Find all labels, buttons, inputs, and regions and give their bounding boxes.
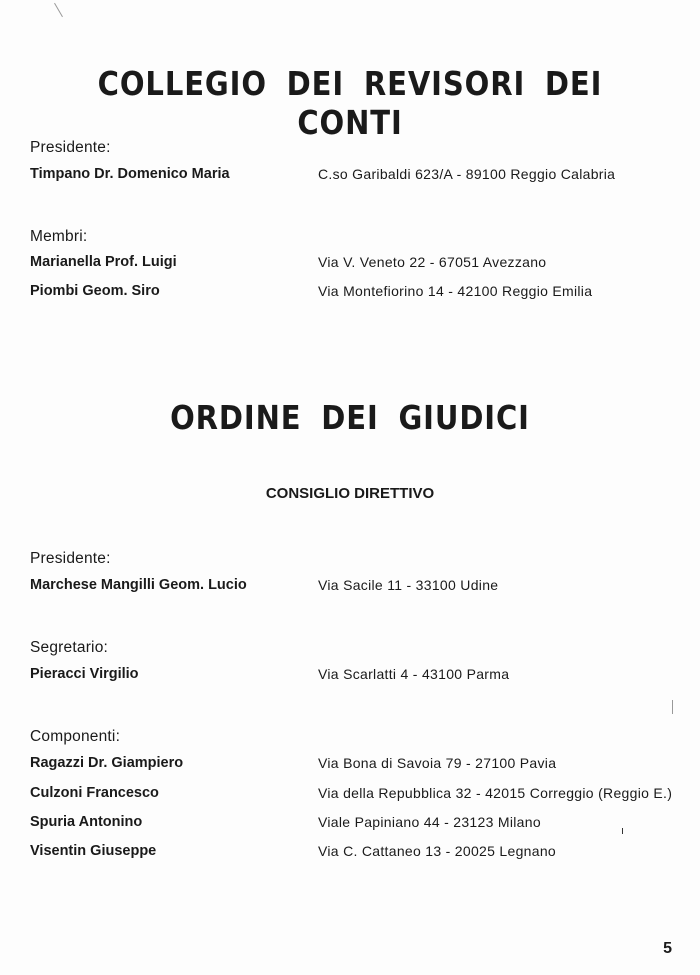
person-name: Visentin Giuseppe [30,843,157,859]
scan-mark [54,3,63,17]
person-name: Culzoni Francesco [30,785,159,801]
membri-label: Membri: [30,228,88,245]
segretario-label: Segretario: [30,639,109,656]
presidente-label: Presidente: [30,139,111,156]
page-number: 5 [663,940,672,957]
person-address: Via Montefiorino 14 - 42100 Reggio Emilia [318,283,593,299]
person-address: Via C. Cattaneo 13 - 20025 Legnano [318,843,557,859]
person-name: Ragazzi Dr. Giampiero [30,755,184,771]
scan-mark [672,700,673,714]
scan-mark [622,828,623,834]
person-address: Via V. Veneto 22 - 67051 Avezzano [318,254,547,270]
person-address: Viale Papiniano 44 - 23123 Milano [318,814,541,830]
presidente-label: Presidente: [30,550,111,567]
section-title-ordine: ORDINE DEI GIUDICI [170,398,530,437]
person-name: Timpano Dr. Domenico Maria [30,166,230,182]
person-address: Via Scarlatti 4 - 43100 Parma [318,666,510,682]
person-name: Spuria Antonino [30,814,143,830]
person-address: Via Bona di Savoia 79 - 27100 Pavia [318,755,557,771]
person-address: C.so Garibaldi 623/A - 89100 Reggio Calabria [318,166,616,182]
person-address: Via della Repubblica 32 - 42015 Correggio (Reggio E.) [318,785,673,801]
section-subtitle: CONSIGLIO DIRETTIVO [265,485,435,502]
person-address: Via Sacile 11 - 33100 Udine [318,577,499,593]
person-name: Marchese Mangilli Geom. Lucio [30,577,247,593]
person-name: Piombi Geom. Siro [30,283,160,299]
person-name: Marianella Prof. Luigi [30,254,177,270]
componenti-label: Componenti: [30,728,121,745]
section-title-collegio: COLLEGIO DEI REVISORI DEI CONTI [97,64,603,142]
person-name: Pieracci Virgilio [30,666,139,682]
